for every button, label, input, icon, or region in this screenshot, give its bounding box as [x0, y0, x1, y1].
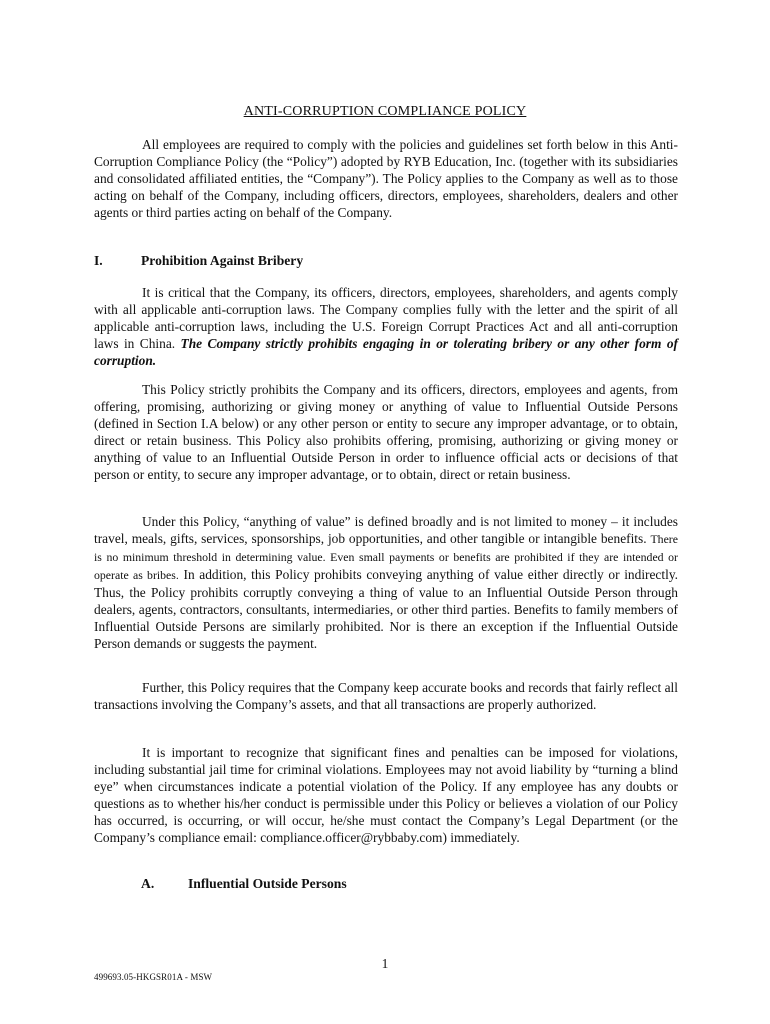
subsection-title: Influential Outside Persons [188, 876, 347, 891]
document-title: ANTI-CORRUPTION COMPLIANCE POLICY [243, 104, 527, 119]
paragraph-critical-compliance [94, 284, 678, 369]
subsection-heading-influential [141, 875, 541, 893]
paragraph-strict-prohibition: This Policy strictly prohibits the Company and its officers, directors, employees and agents, from offering, promising, authorizing or giving money or anything of value to Influential Outside Persons (defined in Section I.A below) or any other person or entity to secure any improper advantage, or to obtain, direct or retain business. This Policy also prohibits offering, promising, authorizing or giving money or anything of value to an Influential Outside Person in order to influence official acts or decisions of that person or entity, to secure any improper advantage, or to obtain, direct or retain business. [94, 382, 678, 482]
small-print-text: There is no minimum threshold in determining value. Even small payments or benefits are prohibited if they are intended or operate as bribes. [94, 532, 678, 582]
emphasis-text: The Company strictly prohibits engaging in or tolerating bribery or any other form of corruption. [94, 336, 678, 368]
paragraph-books-records: Further, this Policy requires that the Company keep accurate books and records that fairly reflect all transactions involving the Company’s assets, and that all transactions are properly authorized. [94, 680, 678, 712]
paragraph-text: Under this Policy, “anything of value” is defined broadly and is not limited to money – it includes travel, meals, gifts, services, sponsorships, job opportunities, and other tangible or intangible benefits. [94, 514, 678, 546]
paragraph-text: It is critical that the Company, its officers, directors, employees, shareholders, and agents comply with all applicable anti-corruption laws. The Company complies fully with the letter and the spirit of all applicable anti-corruption laws, including the U.S. Foreign Corrupt Practices Act and all anti-corruption laws in China. [94, 285, 678, 351]
document-id: 499693.05-HKGSR01A - MSW [94, 972, 213, 982]
section-heading-prohibition [94, 252, 678, 270]
subsection-number: A. [141, 876, 155, 891]
paragraph-text: In addition, this Policy prohibits conveying anything of value either directly or indirectly. Thus, the Policy prohibits corruptly conveying a thing of value to an Influential Outside Person through dealers, agents, contractors, consultants, intermediaries, or other third parties. Benefits to family members of Influential Outside Persons are similarly prohibited. Nor is there an exception if the Influential Outside Person demands or suggests the payment. [94, 567, 678, 651]
paragraph-anything-of-value [94, 513, 678, 652]
section-title: Prohibition Against Bribery [141, 253, 304, 268]
intro-paragraph: All employees are required to comply with the policies and guidelines set forth below in this Anti-Corruption Compliance Policy (the “Policy”) adopted by RYB Education, Inc. (together with its subsidiaries and consolidated affiliated entities, the “Company”). The Policy applies to the Company as well as to those acting on behalf of the Company, including officers, directors, employees, shareholders, dealers and other agents or third parties acting on behalf of the Company. [94, 137, 678, 220]
paragraph-fines-penalties: It is important to recognize that significant fines and penalties can be imposed for violations, including substantial jail time for criminal violations. Employees may not avoid liability by “turning a blind eye” when circumstances indicate a potential violation of the Policy. If any employee has any doubts or questions as to whether his/her conduct is permissible under this Policy or believes a violation of our Policy has occurred, is occurring, or will occur, he/she must contact the Company’s Legal Department (or the Company’s compliance email: compliance.officer@rybbaby.com) immediately. [94, 745, 678, 845]
page-number: 1 [381, 956, 389, 971]
section-number: I. [94, 253, 103, 268]
